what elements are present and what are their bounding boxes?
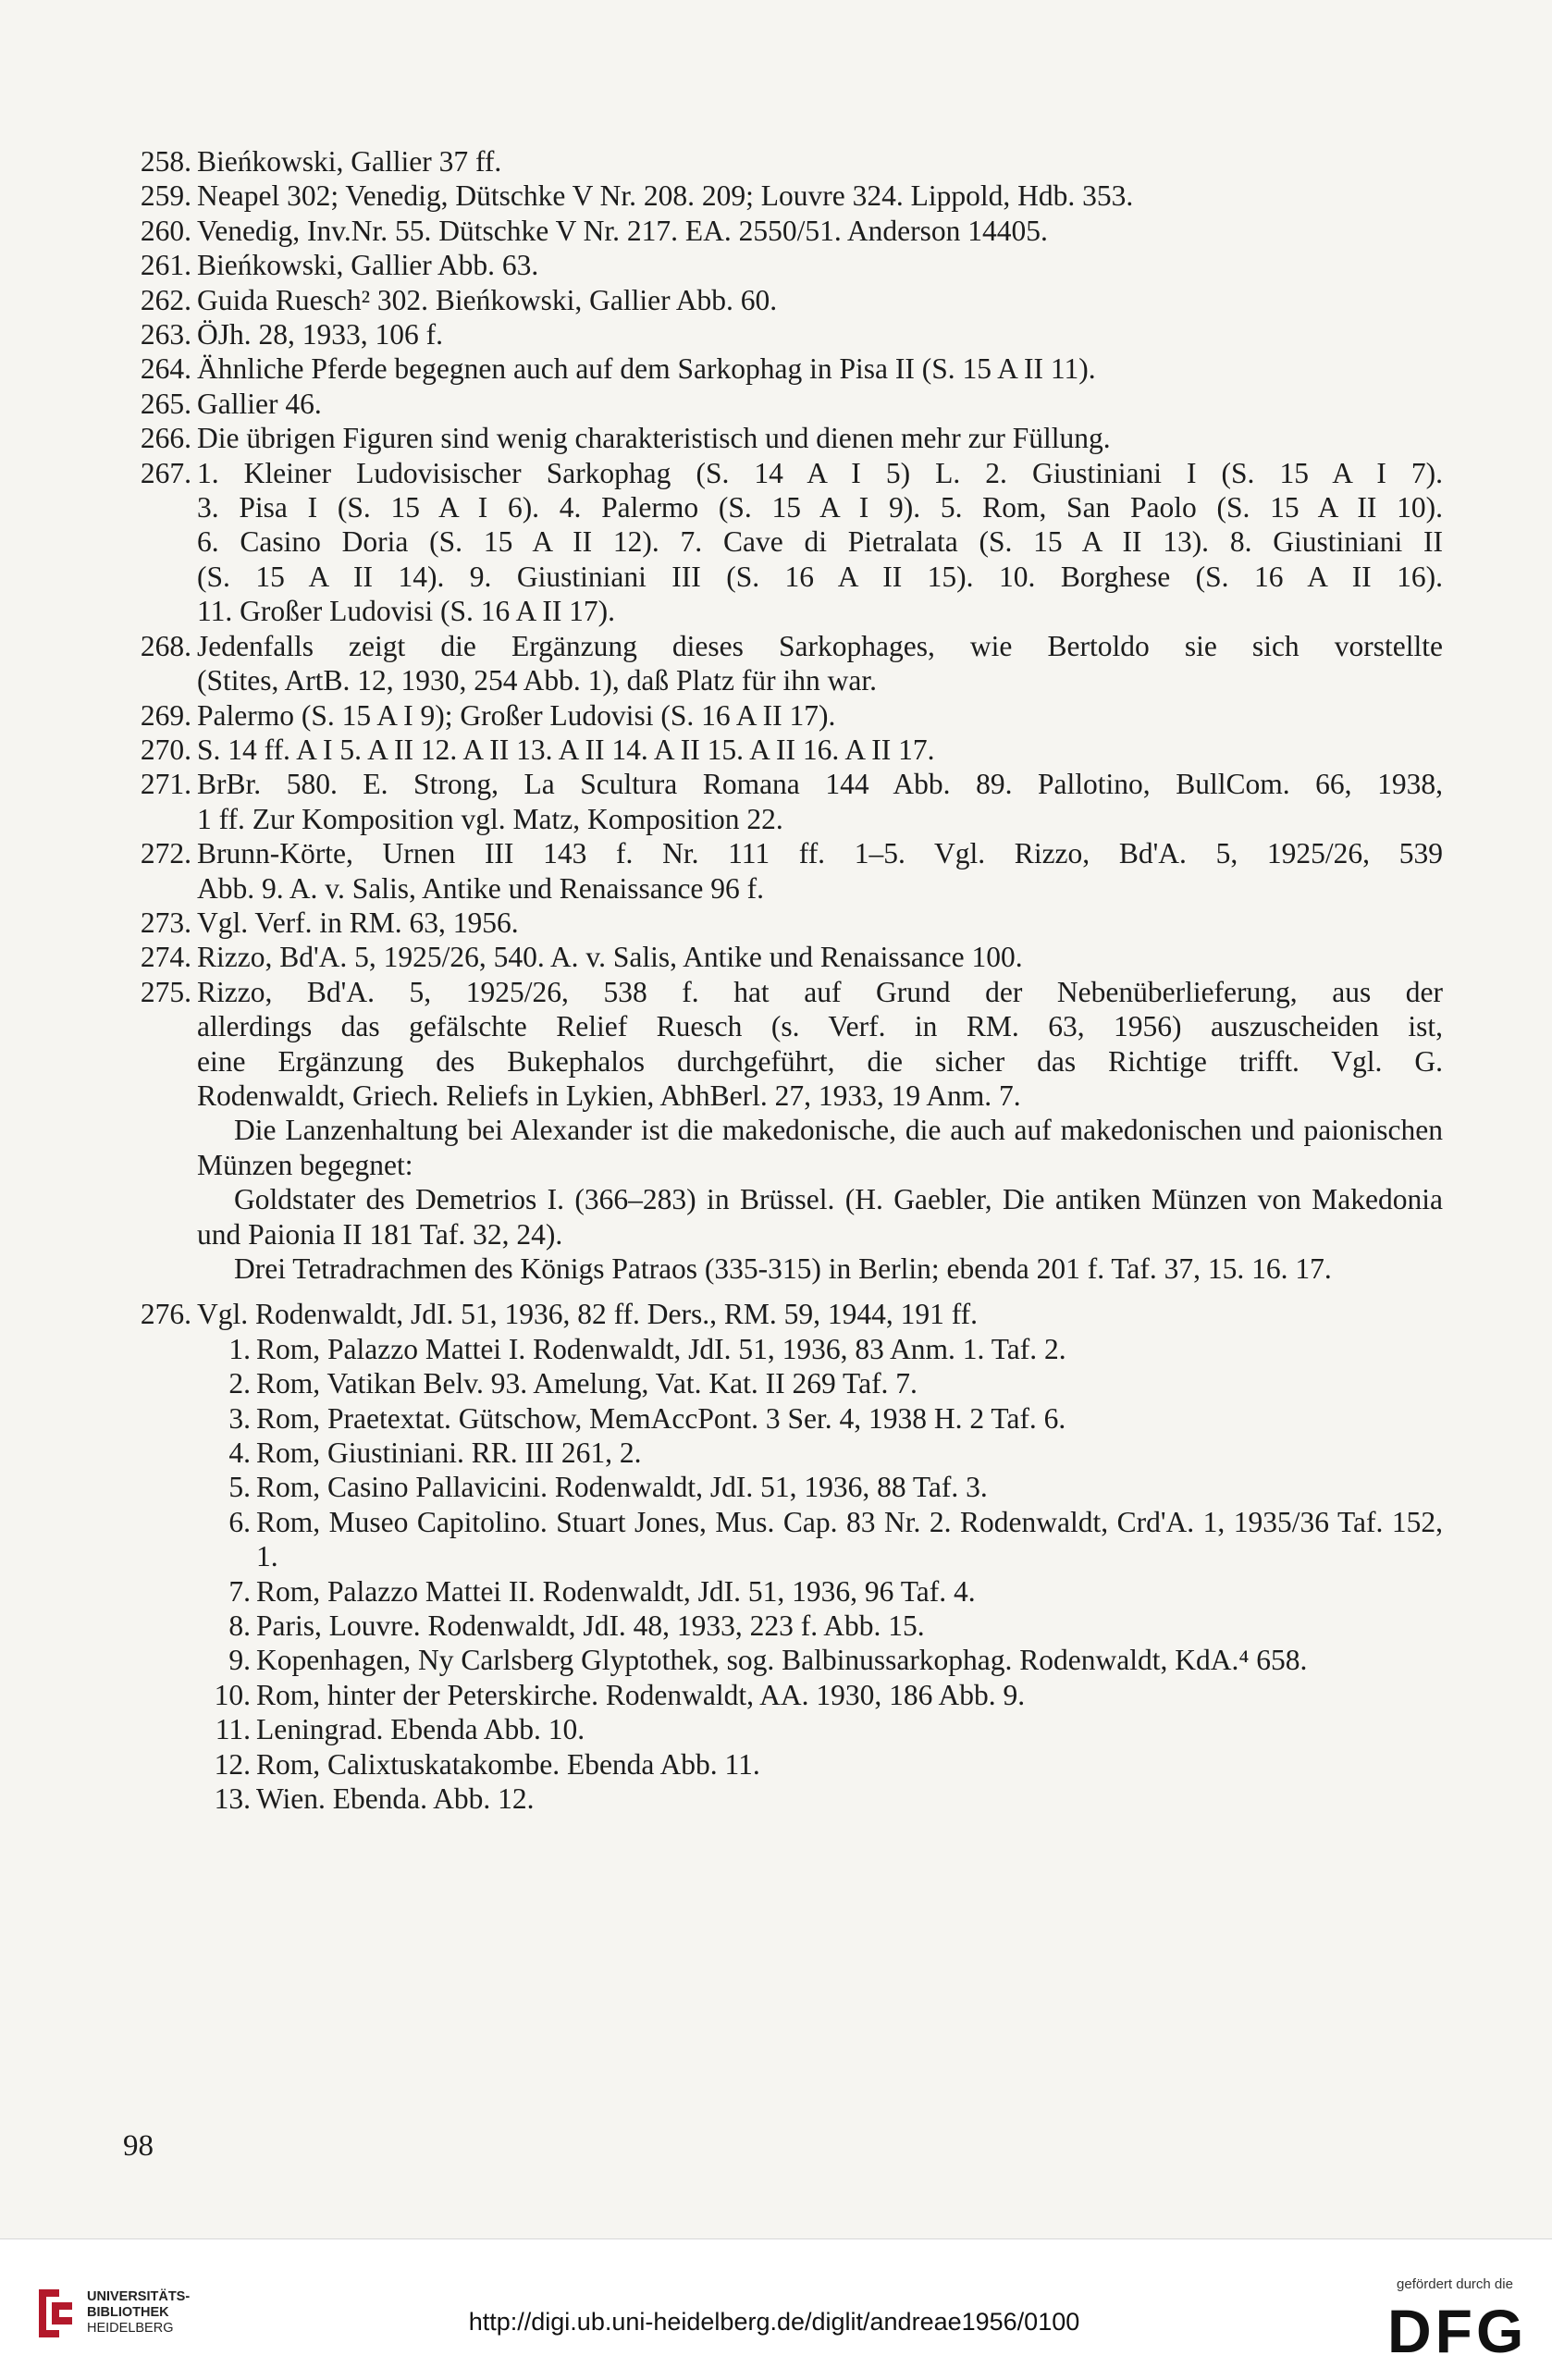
- note-267: [123, 456, 1443, 629]
- note-paragraph: Drei Tetradrachmen des Königs Patraos (335-315) in Berlin; ebenda 201 f. Taf. 37, 15. 16. 17.: [234, 1252, 1332, 1285]
- note-259: [123, 179, 1443, 213]
- note-262: [123, 283, 1443, 317]
- note-text: [197, 456, 1443, 629]
- note-text: Guida Ruesch² 302. Bieńkowski, Gallier Abb. 60.: [197, 283, 778, 316]
- sub-note-number: 12.: [214, 1747, 251, 1781]
- sub-note-item: [197, 1678, 1443, 1712]
- note-text: Gallier 46.: [197, 387, 322, 420]
- spacer: [123, 1286, 1443, 1297]
- note-266: [123, 421, 1443, 455]
- note-line: allerdings das gefälschte Relief Ruesch (s. Verf. in RM. 63, 1956) auszuscheiden ist,: [197, 1010, 1443, 1043]
- library-name-line: UNIVERSITÄTS-: [87, 2289, 191, 2304]
- sub-note-text: Rom, Palazzo Mattei I. Rodenwaldt, JdI. 51, 1936, 83 Anm. 1. Taf. 2.: [256, 1332, 1066, 1365]
- note-line: Brunn-Körte, Urnen III 143 f. Nr. 111 ff. 1–5. Vgl. Rizzo, Bd'A. 5, 1925/26, 539: [197, 837, 1443, 870]
- note-270: [123, 733, 1443, 767]
- sub-note-text: Kopenhagen, Ny Carlsberg Glyptothek, sog. Balbinussarkophag. Rodenwaldt, KdA.⁴ 658.: [256, 1644, 1308, 1677]
- sub-note-item: [197, 1436, 1443, 1470]
- note-text: ÖJh. 28, 1933, 106 f.: [197, 318, 443, 351]
- note-269: [123, 698, 1443, 733]
- note-line: 11. Großer Ludovisi (S. 16 A II 17).: [197, 595, 616, 628]
- sub-note-number: 13.: [214, 1782, 251, 1816]
- note-number: 266.: [140, 422, 191, 455]
- sub-note-item: [197, 1505, 1443, 1574]
- note-number: 271.: [140, 768, 191, 801]
- sub-note-item: [197, 1574, 1443, 1609]
- note-line: 1 ff. Zur Komposition vgl. Matz, Komposition 22.: [197, 802, 783, 835]
- note-line: 1. Kleiner Ludovisischer Sarkophag (S. 14 A I 5) L. 2. Giustiniani I (S. 15 A I 7).: [197, 456, 1443, 489]
- sub-note-item: [197, 1747, 1443, 1782]
- sub-note-text: Rom, hinter der Peterskirche. Rodenwaldt, AA. 1930, 186 Abb. 9.: [256, 1678, 1026, 1711]
- note-text: [197, 767, 1443, 836]
- note-text: [197, 836, 1443, 906]
- note-number: 264.: [140, 352, 191, 386]
- note-line: Abb. 9. A. v. Salis, Antike und Renaissance 96 f.: [197, 871, 765, 905]
- note-263: [123, 317, 1443, 351]
- note-number: 263.: [140, 318, 191, 351]
- source-url-link[interactable]: http://digi.ub.uni-heidelberg.de/diglit/andreae1956/0100: [468, 2308, 1080, 2336]
- note-text: Venedig, Inv.Nr. 55. Dütschke V Nr. 217. EA. 2550/51. Anderson 14405.: [197, 214, 1048, 247]
- university-library-logo-icon: [31, 2286, 80, 2341]
- note-number: 258.: [140, 145, 191, 178]
- note-text: Ähnliche Pferde begegnen auch auf dem Sarkophag in Pisa II (S. 15 A II 11).: [197, 352, 1096, 386]
- note-number: 262.: [140, 283, 191, 316]
- sub-note-number: 3.: [228, 1401, 251, 1435]
- sub-note-number: 2.: [228, 1367, 251, 1400]
- note-line: Rodenwaldt, Griech. Reliefs in Lykien, AbhBerl. 27, 1933, 19 Anm. 7.: [197, 1079, 1021, 1112]
- library-name: [87, 2289, 190, 2337]
- sub-note-text: Rom, Vatikan Belv. 93. Amelung, Vat. Kat. II 269 Taf. 7.: [256, 1367, 918, 1400]
- note-number: 276.: [140, 1298, 191, 1331]
- sub-note-item: [197, 1643, 1443, 1677]
- note-number: 275.: [140, 975, 191, 1008]
- library-name-line: BIBLIOTHEK: [87, 2305, 169, 2320]
- sub-note-number: 4.: [228, 1437, 251, 1470]
- note-264: [123, 351, 1443, 386]
- note-272: [123, 836, 1443, 906]
- note-line: BrBr. 580. E. Strong, La Scultura Romana 144 Abb. 89. Pallotino, BullCom. 66, 1938,: [197, 768, 1443, 801]
- sub-note-text: Paris, Louvre. Rodenwaldt, JdI. 48, 1933, 223 f. Abb. 15.: [256, 1609, 925, 1643]
- note-line: eine Ergänzung des Bukephalos durchgeführt, die sicher das Richtige trifft. Vgl. G.: [197, 1044, 1443, 1078]
- note-paragraph: Goldstater des Demetrios I. (366–283) in Brüssel. (H. Gaebler, Die antiken Münzen von Makedonia und Paionia II 181 Taf. 32, 24).: [197, 1183, 1443, 1251]
- note-number: 274.: [140, 941, 191, 974]
- note-274: [123, 940, 1443, 974]
- note-273: [123, 906, 1443, 940]
- sub-note-text: Rom, Casino Pallavicini. Rodenwaldt, JdI. 51, 1936, 88 Taf. 3.: [256, 1471, 988, 1504]
- note-number: 269.: [140, 698, 191, 732]
- sub-note-item: [197, 1332, 1443, 1366]
- note-276: [123, 1297, 1443, 1331]
- note-line: Jedenfalls zeigt die Ergänzung dieses Sarkophages, wie Bertoldo sie sich vorstellte: [197, 629, 1443, 662]
- note-number: 270.: [140, 733, 191, 766]
- sub-note-item: [197, 1609, 1443, 1643]
- note-number: 267.: [140, 456, 191, 489]
- note-260: [123, 214, 1443, 248]
- note-text: Bieńkowski, Gallier Abb. 63.: [197, 249, 539, 282]
- sub-note-text: Wien. Ebenda. Abb. 12.: [256, 1782, 535, 1816]
- note-text: Neapel 302; Venedig, Dütschke V Nr. 208. 209; Louvre 324. Lippold, Hdb. 353.: [197, 179, 1134, 213]
- note-text: Die übrigen Figuren sind wenig charakteristisch und dienen mehr zur Füllung.: [197, 422, 1111, 455]
- note-268: [123, 629, 1443, 698]
- note-text: [197, 629, 1443, 698]
- sub-note-item: [197, 1470, 1443, 1504]
- note-paragraph: Die Lanzenhaltung bei Alexander ist die makedonische, die auch auf makedonischen und paionischen Münzen begegnet:: [197, 1114, 1443, 1181]
- library-name-line: HEIDELBERG: [87, 2321, 174, 2336]
- sub-note-item: [197, 1712, 1443, 1746]
- note-text: Bieńkowski, Gallier 37 ff.: [197, 145, 502, 178]
- sub-note-text: Rom, Calixtuskatakombe. Ebenda Abb. 11.: [256, 1747, 760, 1781]
- sub-note-text: Rom, Giustiniani. RR. III 261, 2.: [256, 1437, 642, 1470]
- sub-note-text: Leningrad. Ebenda Abb. 10.: [256, 1713, 585, 1746]
- sub-note-number: 7.: [228, 1574, 251, 1608]
- note-number: 265.: [140, 387, 191, 420]
- sub-note-number: 5.: [228, 1471, 251, 1504]
- note-number: 273.: [140, 906, 191, 939]
- sub-note-number: 1.: [228, 1332, 251, 1365]
- note-line: Rizzo, Bd'A. 5, 1925/26, 538 f. hat auf Grund der Nebenüberlieferung, aus der: [197, 975, 1443, 1008]
- note-text: Vgl. Verf. in RM. 63, 1956.: [197, 906, 519, 939]
- note-line: (S. 15 A II 14). 9. Giustiniani III (S. 16 A II 15). 10. Borghese (S. 16 A II 16).: [197, 560, 1443, 593]
- page-number: 98: [123, 2129, 154, 2163]
- sub-note-item: [197, 1366, 1443, 1400]
- note-text: Vgl. Rodenwaldt, JdI. 51, 1936, 82 ff. Ders., RM. 59, 1944, 191 ff.: [197, 1298, 979, 1331]
- sub-note-item: [197, 1401, 1443, 1436]
- sub-note-number: 8.: [228, 1609, 251, 1643]
- sub-note-number: 11.: [215, 1713, 251, 1746]
- note-number: 259.: [140, 179, 191, 213]
- note-line: (Stites, ArtB. 12, 1930, 254 Abb. 1), daß Platz für ihn war.: [197, 664, 877, 697]
- sub-note-number: 9.: [228, 1644, 251, 1677]
- note-number: 260.: [140, 214, 191, 247]
- footer-bar: [0, 2238, 1552, 2380]
- note-265: [123, 387, 1443, 421]
- note-text: S. 14 ff. A I 5. A II 12. A II 13. A II 14. A II 15. A II 16. A II 17.: [197, 733, 935, 766]
- note-271: [123, 767, 1443, 836]
- sub-note-item: [197, 1782, 1443, 1816]
- note-number: 268.: [140, 629, 191, 662]
- dfg-logo: DFG: [1387, 2297, 1528, 2365]
- note-number: 261.: [140, 249, 191, 282]
- note-text: [197, 975, 1443, 1114]
- note-276-list: [123, 1332, 1443, 1817]
- note-text: Rizzo, Bd'A. 5, 1925/26, 540. A. v. Salis, Antike und Renaissance 100.: [197, 941, 1023, 974]
- sub-note-text: Rom, Praetextat. Gütschow, MemAccPont. 3 Ser. 4, 1938 H. 2 Taf. 6.: [256, 1401, 1066, 1435]
- note-text: Palermo (S. 15 A I 9); Großer Ludovisi (S. 16 A II 17).: [197, 698, 836, 732]
- note-258: [123, 144, 1443, 179]
- sub-note-text: Rom, Palazzo Mattei II. Rodenwaldt, JdI. 51, 1936, 96 Taf. 4.: [256, 1574, 976, 1608]
- note-275: [123, 975, 1443, 1114]
- note-line: 6. Casino Doria (S. 15 A II 12). 7. Cave di Pietralata (S. 15 A II 13). 8. Giustiniani II: [197, 525, 1443, 559]
- sub-note-number: 6.: [228, 1505, 251, 1538]
- note-261: [123, 248, 1443, 282]
- footnotes: [123, 144, 1443, 1817]
- note-number: 272.: [140, 837, 191, 870]
- note-line: 3. Pisa I (S. 15 A I 6). 4. Palermo (S. 15 A I 9). 5. Rom, San Paolo (S. 15 A II 10).: [197, 491, 1443, 524]
- sub-note-text: Rom, Museo Capitolino. Stuart Jones, Mus. Cap. 83 Nr. 2. Rodenwaldt, Crd'A. 1, 1935/36 Taf. 152, 1.: [256, 1505, 1443, 1573]
- sub-note-number: 10.: [214, 1678, 251, 1711]
- funding-caption: gefördert durch die: [1397, 2276, 1513, 2292]
